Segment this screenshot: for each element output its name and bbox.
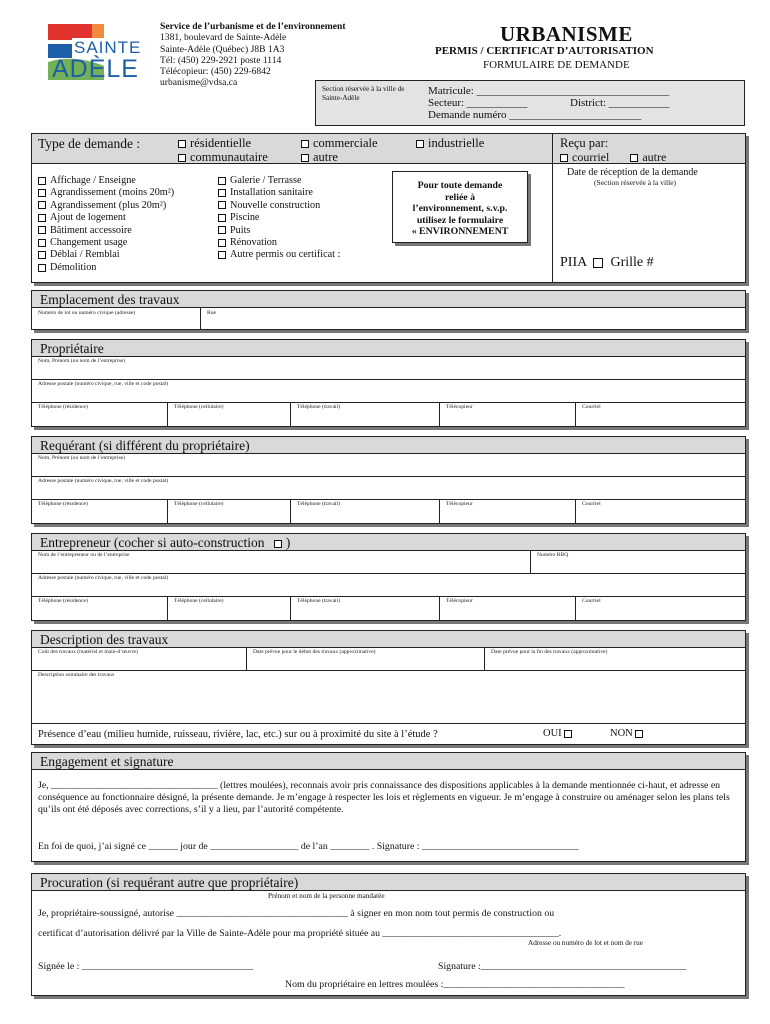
recu-autre[interactable] — [630, 150, 666, 164]
oui-label: OUI — [543, 728, 562, 739]
phone-label: Téléphone (résidence) — [38, 404, 88, 410]
phone-residence-field[interactable] — [31, 499, 168, 524]
end-date-field[interactable] — [484, 647, 746, 671]
checkbox[interactable] — [218, 239, 226, 247]
procuration-line2[interactable]: certificat d’autorisation délivré par la Ville de Sainte-Adèle pour ma propriété située au ____________________________________. — [38, 928, 562, 939]
reserved-label: Section réservée à la ville de Sainte-Adèle — [322, 85, 405, 102]
work-label: Affichage / Enseigne — [50, 175, 136, 186]
work-label: Agrandissement (plus 20m²) — [50, 199, 167, 211]
proprietaire-address-field[interactable] — [31, 379, 746, 403]
checkbox[interactable] — [218, 214, 226, 222]
work-item[interactable] — [38, 225, 174, 237]
checkbox[interactable] — [560, 154, 568, 162]
secteur-field[interactable]: Secteur: ___________ — [428, 97, 528, 109]
district-field[interactable]: District: ___________ — [570, 97, 670, 109]
checkbox[interactable] — [38, 239, 46, 247]
option-label: industrielle — [428, 136, 485, 150]
option-communautaire[interactable] — [178, 150, 268, 164]
rue-field[interactable] — [200, 307, 746, 330]
work-label: Changement usage — [50, 237, 128, 249]
requerant-name-field[interactable] — [31, 453, 746, 477]
work-label: Puits — [230, 224, 251, 236]
work-label: Rénovation — [230, 237, 277, 249]
fax-label: Télécopieur — [446, 404, 473, 410]
name-label: Nom de l’entrepreneur ou de l’entreprise — [38, 552, 130, 558]
fax-field[interactable] — [439, 499, 576, 524]
work-item[interactable] — [218, 225, 340, 237]
work-item[interactable] — [38, 187, 174, 199]
piia-field[interactable] — [560, 255, 654, 271]
option-label: communautaire — [190, 150, 268, 164]
work-label: Agrandissement (moins 20m²) — [50, 187, 175, 199]
form-title: URBANISME — [500, 22, 633, 46]
rbq-field[interactable] — [530, 550, 746, 574]
owner-name-field[interactable]: Nom du propriétaire en lettres moulées :_____________________________________ — [285, 979, 625, 990]
checkbox[interactable] — [630, 154, 638, 162]
email-field[interactable] — [575, 499, 746, 524]
start-date-field[interactable] — [246, 647, 485, 671]
title-end: ) — [285, 535, 291, 550]
work-item[interactable] — [218, 212, 340, 224]
work-item[interactable] — [38, 200, 174, 212]
work-label: Galerie / Terrasse — [230, 175, 302, 186]
address-line2: Sainte-Adèle (Québec) J8B 1A3 — [160, 43, 285, 55]
option-label: résidentielle — [190, 136, 252, 150]
notice-line: reliée à — [444, 191, 475, 203]
email-label: Courriel — [582, 501, 601, 507]
rbq-label: Numéro RBQ — [537, 552, 569, 558]
email-field[interactable] — [575, 596, 746, 621]
description-title: Description des travaux — [31, 630, 746, 648]
grille-label: Grille # — [610, 255, 654, 270]
checkbox[interactable] — [218, 189, 226, 197]
work-item[interactable] — [218, 175, 340, 187]
phone-label: Téléphone (résidence) — [38, 501, 88, 507]
form-subtitle: PERMIS / CERTIFICAT D’AUTORISATION — [435, 45, 654, 57]
email-label: Courriel — [582, 598, 601, 604]
entrepreneur-name-field[interactable] — [31, 550, 531, 574]
checkbox[interactable] — [218, 226, 226, 234]
phone-label: Téléphone (travail) — [297, 501, 341, 507]
phone-label: Téléphone (cellulaire) — [174, 501, 224, 507]
checkbox[interactable] — [218, 251, 226, 259]
work-item[interactable] — [38, 262, 174, 274]
work-item[interactable] — [38, 237, 174, 249]
work-label: Bâtiment accessoire — [50, 224, 132, 236]
work-item[interactable] — [218, 237, 340, 249]
work-item[interactable] — [218, 200, 340, 212]
email-field[interactable] — [575, 402, 746, 427]
email: urbanisme@vdsa.ca — [160, 77, 238, 89]
checkbox[interactable] — [38, 177, 46, 185]
phone-label: Téléphone (cellulaire) — [174, 598, 224, 604]
work-item[interactable] — [38, 249, 174, 261]
cost-field[interactable] — [31, 647, 247, 671]
phone-cell-field[interactable] — [167, 402, 291, 427]
non-label: NON — [610, 728, 633, 739]
summary-field[interactable] — [31, 670, 746, 724]
phone-label: Téléphone (travail) — [297, 404, 341, 410]
entrepreneur-address-field[interactable] — [31, 573, 746, 597]
entrepreneur-title: Entrepreneur (cocher si auto-construction — [40, 535, 265, 550]
procuration-title: Procuration (si requérant autre que propriétaire) — [31, 873, 746, 891]
name-label: Nom, Prénom (ou nom de l’entreprise) — [38, 358, 125, 364]
start-label: Date prévue pour le début des travaux (approximative) — [253, 649, 376, 655]
checkbox[interactable] — [38, 251, 46, 259]
recu-par-label: Reçu par: — [560, 136, 609, 150]
phone-cell-field[interactable] — [167, 499, 291, 524]
recu-courriel[interactable] — [560, 150, 609, 164]
checkbox[interactable] — [38, 226, 46, 234]
fax: Télécopieur: (450) 229-6842 — [160, 66, 271, 78]
checkbox[interactable] — [218, 201, 226, 209]
cost-label: Coût des travaux (matériel et main-d’œuvre) — [38, 649, 138, 655]
option-industrielle[interactable] — [416, 136, 484, 151]
name-label: Nom, Prénom (ou nom de l’entreprise) — [38, 455, 125, 461]
city-logo — [44, 22, 150, 82]
notice-line: utilisez le formulaire — [416, 214, 504, 226]
signed-line[interactable]: En foi de quoi, j’ai signé ce ______ jour de __________________ de l’an ________ . Signature : ________________________________ — [38, 841, 579, 852]
entrepreneur-header — [31, 533, 746, 551]
email-label: Courriel — [582, 404, 601, 410]
address-line1: 1381, boulevard de Sainte-Adèle — [160, 32, 287, 44]
engagement-title: Engagement et signature — [31, 752, 746, 770]
water-question: Présence d’eau (milieu humide, ruisseau, rivière, lac, etc.) sur ou à proximité du site à l’étude ? — [38, 729, 438, 740]
phone-work-field[interactable] — [290, 596, 440, 621]
option-autre[interactable] — [301, 150, 338, 165]
option-residentielle[interactable] — [178, 136, 251, 150]
work-label: Démolition — [50, 261, 97, 273]
option-label: courriel — [572, 150, 610, 164]
checkbox[interactable] — [416, 140, 424, 148]
work-label: Nouvelle construction — [230, 199, 321, 211]
mandate-label: Prénom et nom de la personne mandatée — [268, 892, 385, 900]
phone-residence-field[interactable] — [31, 596, 168, 621]
date-reception-label: Date de réception de la demande — [567, 167, 698, 178]
address-note: Adresse ou numéro de lot et nom de rue — [528, 939, 643, 947]
work-item[interactable] — [218, 249, 340, 261]
non-checkbox[interactable] — [635, 730, 643, 738]
demande-numero-field[interactable]: Demande numéro ________________________ — [428, 109, 642, 121]
piia-label: PIIA — [560, 255, 587, 270]
work-label: Piscine — [230, 212, 260, 224]
work-label: Déblai / Remblai — [50, 249, 120, 261]
type-demande-label: Type de demande : — [38, 136, 141, 151]
form-subtitle2: FORMULAIRE DE DEMANDE — [483, 59, 630, 71]
option-label: autre — [313, 150, 338, 164]
environment-notice — [392, 171, 528, 243]
phone-label: Téléphone (travail) — [297, 598, 341, 604]
address-label: Adresse postale (numéro civique, rue, ville et code postal) — [38, 381, 169, 387]
checkbox[interactable] — [301, 154, 309, 162]
checkbox[interactable] — [38, 189, 46, 197]
org-block — [160, 21, 346, 89]
water-oui[interactable] — [543, 728, 576, 739]
recu-options — [560, 150, 666, 165]
checkbox[interactable] — [301, 140, 309, 148]
matricule-field[interactable]: Matricule: ___________________________________ — [428, 85, 670, 97]
phone-work-field[interactable] — [290, 499, 440, 524]
works-col2 — [218, 175, 340, 262]
auto-construction-checkbox[interactable] — [274, 540, 282, 548]
signed-le-field[interactable]: Signée le : ___________________________________ — [38, 961, 254, 972]
notice-line: l’environnement, s.v.p. — [412, 203, 508, 214]
org-name: Service de l’urbanisme et de l’environnement — [160, 21, 346, 32]
option-commerciale[interactable] — [301, 136, 378, 151]
notice-line: « ENVIRONNEMENT — [411, 226, 509, 237]
phone-label: Téléphone (cellulaire) — [174, 404, 224, 410]
lot-label: Numéro de lot ou numéro civique (adresse) — [38, 310, 136, 316]
proprietaire-name-field[interactable] — [31, 356, 746, 380]
works-col1 — [38, 175, 174, 274]
logo-text-bottom: ADÈLE — [52, 55, 139, 83]
phone-residence-field[interactable] — [31, 402, 168, 427]
address-label: Adresse postale (numéro civique, rue, ville et code postal) — [38, 478, 169, 484]
checkbox[interactable] — [178, 154, 186, 162]
lot-field[interactable] — [31, 307, 201, 330]
water-non[interactable] — [610, 728, 647, 739]
checkbox[interactable] — [38, 264, 46, 272]
fax-field[interactable] — [439, 596, 576, 621]
checkbox[interactable] — [38, 214, 46, 222]
emplacement-title: Emplacement des travaux — [31, 290, 746, 308]
fax-label: Télécopieur — [446, 598, 473, 604]
notice-line: Pour toute demande — [417, 180, 503, 191]
end-label: Date prévue pour la fin des travaux (approximative) — [491, 649, 608, 655]
phone: Tél: (450) 229-2921 poste 1114 — [160, 54, 282, 66]
work-label: Ajout de logement — [50, 212, 126, 224]
requerant-title: Requérant (si différent du propriétaire) — [31, 436, 746, 454]
engagement-paragraph: Je, __________________________________ (lettres moulées), reconnais avoir pris connaissance des dispositions applicables à la demande mentionnée ci-haut, et adresse en conséquence au fonctionnaire désigné, la présente demande. Je m’engage à respecter les lois et règlements en vigueur. Je m’engage à construire ou aménager selon les plans tels qu’ils ont été déposés avec corrections, s’il y a lieu, par l’autorité compétente. — [38, 780, 730, 815]
date-reception-note: (Section réservée à la ville) — [594, 178, 677, 187]
work-label: Autre permis ou certificat : — [230, 249, 341, 261]
phone-label: Téléphone (résidence) — [38, 598, 88, 604]
piia-checkbox[interactable] — [593, 258, 603, 268]
checkbox[interactable] — [178, 140, 186, 148]
procuration-line1[interactable]: Je, propriétaire-soussigné, autorise ___________________________________ à signer en mon nom tout permis de construction ou — [38, 908, 555, 919]
work-item[interactable] — [218, 187, 340, 199]
type-options-row1 — [178, 136, 485, 151]
option-label: autre — [642, 150, 667, 164]
summary-label: Description sommaire des travaux — [38, 672, 115, 678]
rue-label: Rue — [207, 310, 217, 316]
procuration-signature-field[interactable]: Signature :__________________________________________ — [438, 961, 687, 972]
type-options-row2 — [178, 150, 338, 165]
option-label: commerciale — [313, 136, 378, 150]
work-item[interactable] — [38, 175, 174, 187]
address-label: Adresse postale (numéro civique, rue, ville et code postal) — [38, 575, 169, 581]
requerant-address-field[interactable] — [31, 476, 746, 500]
phone-work-field[interactable] — [290, 402, 440, 427]
checkbox[interactable] — [38, 201, 46, 209]
oui-checkbox[interactable] — [564, 730, 572, 738]
fax-label: Télécopieur — [446, 501, 473, 507]
phone-cell-field[interactable] — [167, 596, 291, 621]
logo-text-top: SAINTE — [74, 38, 142, 57]
work-label: Installation sanitaire — [230, 187, 313, 199]
fax-field[interactable] — [439, 402, 576, 427]
checkbox[interactable] — [218, 177, 226, 185]
proprietaire-title: Propriétaire — [31, 339, 746, 357]
work-item[interactable] — [38, 212, 174, 224]
